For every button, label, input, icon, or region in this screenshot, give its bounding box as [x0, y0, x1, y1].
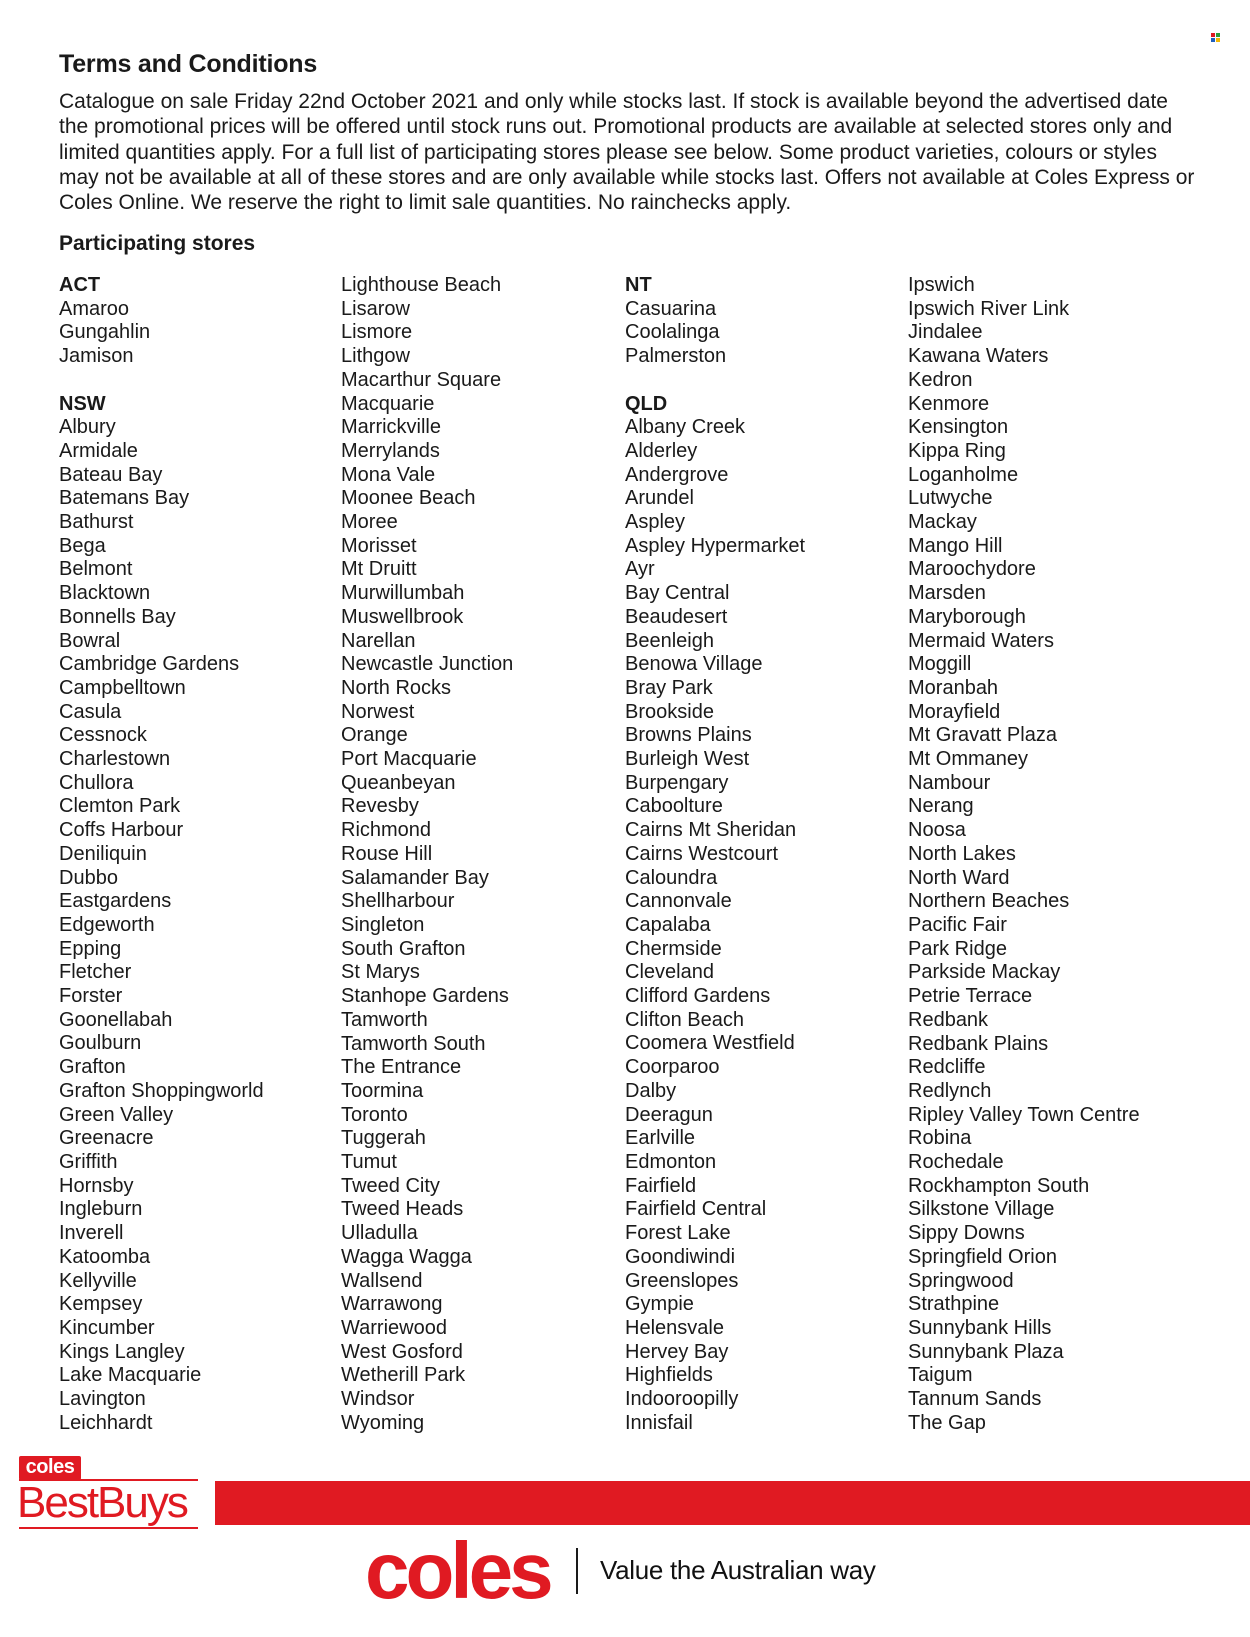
store-item: Cairns Mt Sheridan [625, 819, 797, 842]
store-item: West Gosford [341, 1340, 463, 1363]
store-item: Sippy Downs [908, 1222, 1025, 1245]
store-item: Batemans Bay [59, 487, 190, 510]
store-item: Rockhampton South [908, 1174, 1090, 1197]
store-item: Mackay [908, 511, 977, 534]
store-item: Chermside [625, 937, 722, 960]
store-item: Rochedale [908, 1151, 1004, 1174]
store-item: Alderley [625, 439, 698, 462]
store-item: North Lakes [908, 842, 1016, 865]
store-item: Ipswich River Link [908, 297, 1070, 320]
store-item: Clifton Beach [625, 1008, 744, 1031]
store-item: Tuggerah [341, 1127, 426, 1150]
store-item: Redcliffe [908, 1056, 986, 1079]
store-item: Robina [908, 1127, 972, 1150]
store-item: Kedron [908, 368, 973, 391]
store-item: Sunnybank Plaza [908, 1340, 1064, 1363]
store-item: Goondiwindi [625, 1245, 736, 1268]
store-item: Kawana Waters [908, 345, 1049, 368]
store-item: Tamworth [341, 1008, 428, 1031]
store-item: Inverell [59, 1222, 124, 1245]
store-item: Amaroo [59, 297, 130, 320]
store-item: Aspley Hypermarket [625, 534, 806, 557]
store-item: Grafton [59, 1056, 126, 1079]
store-item: Hornsby [59, 1174, 134, 1197]
store-item: Redbank [908, 1008, 989, 1031]
store-item: Goulburn [59, 1032, 142, 1055]
store-item: Marsden [908, 582, 986, 605]
store-item: Strathpine [908, 1293, 1000, 1316]
store-item: The Gap [908, 1411, 986, 1434]
store-item: Kippa Ring [908, 439, 1006, 462]
store-item: Mt Gravatt Plaza [908, 724, 1057, 747]
store-item: Silkstone Village [908, 1198, 1055, 1221]
store-item: Moree [341, 511, 398, 534]
store-item: Lithgow [341, 345, 410, 368]
store-column-3 [625, 274, 900, 1435]
store-item: Browns Plains [625, 724, 752, 747]
store-column-4 [908, 274, 1183, 1435]
store-item: Kellyville [59, 1269, 137, 1292]
store-item: Palmerston [625, 345, 727, 368]
store-item: Andergrove [625, 463, 729, 486]
store-item: Maryborough [908, 605, 1026, 628]
store-item: Ipswich [908, 274, 975, 296]
store-item: Cambridge Gardens [59, 653, 240, 676]
store-item: Aspley [625, 511, 686, 534]
store-item: Murwillumbah [341, 582, 465, 605]
store-item: Earlville [625, 1127, 696, 1150]
store-item: Merrylands [341, 439, 440, 462]
store-item: Fletcher [59, 961, 132, 984]
store-item: Wyoming [341, 1411, 425, 1434]
store-item: Moggill [908, 653, 972, 676]
store-item: Windsor [341, 1388, 415, 1411]
store-item: Benowa Village [625, 653, 763, 676]
store-item: Caboolture [625, 795, 723, 818]
store-item: Lake Macquarie [59, 1364, 202, 1387]
store-item: Maroochydore [908, 558, 1036, 581]
store-item: Morayfield [908, 700, 1001, 723]
store-item: Shellharbour [341, 890, 455, 913]
store-item: The Entrance [341, 1056, 462, 1079]
store-item: Belmont [59, 558, 133, 581]
store-item: Wagga Wagga [341, 1245, 472, 1268]
store-item: Cessnock [59, 724, 147, 747]
store-item: Noosa [908, 819, 966, 842]
store-item: Highfields [625, 1364, 713, 1387]
store-item: Gympie [625, 1293, 694, 1316]
store-item: Cleveland [625, 961, 714, 984]
store-item: Jindalee [908, 321, 983, 344]
store-item: Kings Langley [59, 1340, 185, 1363]
store-item: Forster [59, 985, 123, 1008]
store-item: Helensvale [625, 1316, 724, 1339]
store-item: Kenmore [908, 392, 990, 415]
store-item: North Rocks [341, 676, 452, 699]
store-item: Kensington [908, 416, 1009, 439]
store-item: North Ward [908, 866, 1010, 889]
store-item: Park Ridge [908, 937, 1007, 960]
region-heading: ACT [59, 274, 101, 296]
store-item: Gungahlin [59, 321, 151, 344]
store-item: Petrie Terrace [908, 985, 1033, 1008]
store-item: Kincumber [59, 1316, 155, 1339]
store-item: Wetherill Park [341, 1364, 466, 1387]
store-item: Ripley Valley Town Centre [908, 1103, 1140, 1126]
store-item: Dalby [625, 1079, 677, 1102]
store-item: Clemton Park [59, 795, 181, 818]
store-item: Burleigh West [625, 748, 750, 771]
store-column-1 [59, 274, 334, 1435]
store-item: Chullora [59, 771, 134, 794]
store-item: Albury [59, 416, 116, 439]
store-item: Coorparoo [625, 1056, 720, 1079]
store-item: Lismore [341, 321, 413, 344]
store-item: Bathurst [59, 511, 134, 534]
store-item: Coomera Westfield [625, 1032, 795, 1055]
store-item: Toormina [341, 1079, 424, 1102]
store-item: Marrickville [341, 416, 441, 439]
store-item: Burpengary [625, 771, 729, 794]
store-item: Newcastle Junction [341, 653, 514, 676]
store-item: Greenslopes [625, 1269, 739, 1292]
bestbuys-rule-bottom [19, 1527, 198, 1529]
store-item: Ayr [625, 558, 655, 581]
store-item: Norwest [341, 700, 415, 723]
store-item: Muswellbrook [341, 605, 464, 628]
store-item: Springfield Orion [908, 1245, 1057, 1268]
store-item: Orange [341, 724, 408, 747]
store-item: Morisset [341, 534, 417, 557]
store-item: Coffs Harbour [59, 819, 184, 842]
store-item: Mona Vale [341, 463, 436, 486]
store-item: Bray Park [625, 676, 713, 699]
store-item: Campbelltown [59, 676, 186, 699]
store-item: Wallsend [341, 1269, 423, 1292]
store-item: Kempsey [59, 1293, 143, 1316]
store-item: Ingleburn [59, 1198, 143, 1221]
store-item: Stanhope Gardens [341, 985, 509, 1008]
list-spacer [59, 369, 334, 393]
store-item: Casula [59, 700, 122, 723]
store-item: Capalaba [625, 913, 711, 936]
store-item: Bonnells Bay [59, 605, 176, 628]
store-item: Tamworth South [341, 1032, 486, 1055]
store-item: Leichhardt [59, 1411, 153, 1434]
store-item: Green Valley [59, 1103, 174, 1126]
store-item: Moranbah [908, 676, 999, 699]
store-item: Forest Lake [625, 1222, 731, 1245]
store-item: Redlynch [908, 1079, 992, 1102]
store-item: Bateau Bay [59, 463, 163, 486]
store-item: Indooroopilly [625, 1388, 739, 1411]
terms-paragraph: Catalogue on sale Friday 22nd October 2021 and only while stocks last. If stock is available beyond the advertised date the promotional prices will be offered until stock runs out. Promotional products are available at selected stores only and limited quantities apply. For a full list of participating stores please see below. Some product varieties, colours or styles may not be available at all of these stores and are only available while stocks last. Offers not available at Coles Express or Coles Online. We reserve the right to limit sale quantities. No rainchecks apply. [59, 90, 1195, 215]
store-item: Deniliquin [59, 842, 147, 865]
store-item: Singleton [341, 913, 425, 936]
store-item: Parkside Mackay [908, 961, 1061, 984]
store-item: Tannum Sands [908, 1388, 1042, 1411]
store-item: Rouse Hill [341, 842, 433, 865]
store-item: Albany Creek [625, 416, 746, 439]
store-item: Edmonton [625, 1151, 717, 1173]
store-item: Beenleigh [625, 629, 714, 652]
store-item: Salamander Bay [341, 866, 489, 889]
store-item: Grafton Shoppingworld [59, 1079, 264, 1102]
red-banner [215, 1481, 1250, 1525]
store-item: Springwood [908, 1269, 1014, 1292]
store-item: Loganholme [908, 463, 1019, 486]
region-heading: QLD [625, 392, 668, 415]
store-item: Lavington [59, 1388, 146, 1411]
store-item: Nambour [908, 771, 991, 794]
store-item: Mt Druitt [341, 558, 417, 581]
store-item: Casuarina [625, 297, 717, 320]
store-item: Lutwyche [908, 487, 993, 510]
store-item: Ulladulla [341, 1222, 418, 1245]
store-item: Revesby [341, 795, 419, 818]
store-item: Lighthouse Beach [341, 274, 502, 296]
store-item: Moonee Beach [341, 487, 476, 510]
store-item: Cannonvale [625, 890, 732, 913]
corner-mark-icon [1211, 33, 1220, 42]
store-item: St Marys [341, 961, 420, 984]
store-item: Port Macquarie [341, 748, 477, 771]
store-item: Mango Hill [908, 534, 1003, 557]
tagline: Value the Australian way [600, 1555, 876, 1585]
store-item: Lisarow [341, 297, 410, 320]
store-item: Northern Beaches [908, 890, 1070, 913]
store-item: Tweed City [341, 1174, 440, 1197]
store-item: Cairns Westcourt [625, 842, 779, 865]
page-title: Terms and Conditions [59, 50, 318, 78]
coles-logo: coles [365, 1526, 550, 1615]
store-item: Innisfail [625, 1411, 693, 1434]
region-heading: NT [625, 274, 652, 296]
store-item: Brookside [625, 700, 714, 723]
store-item: Arundel [625, 487, 694, 510]
store-item: Redbank Plains [908, 1032, 1049, 1055]
store-item: Narellan [341, 629, 416, 652]
bestbuys-logo: BestBuys [17, 1478, 187, 1527]
store-item: Sunnybank Hills [908, 1316, 1052, 1339]
store-item: Armidale [59, 439, 138, 462]
coles-small-logo: coles [19, 1456, 81, 1480]
store-item: Toronto [341, 1103, 408, 1126]
store-item: Eastgardens [59, 890, 172, 913]
list-spacer [625, 369, 900, 393]
store-item: Dubbo [59, 866, 118, 889]
store-item: Richmond [341, 819, 432, 842]
store-item: Macquarie [341, 392, 435, 415]
store-item: Bowral [59, 629, 121, 652]
store-item: Jamison [59, 345, 134, 368]
logo-divider [576, 1548, 578, 1594]
store-item: Mt Ommaney [908, 748, 1029, 771]
store-column-2 [341, 274, 616, 1435]
store-item: Coolalinga [625, 321, 720, 344]
store-item: Deeragun [625, 1103, 713, 1126]
store-item: Fairfield [625, 1174, 697, 1197]
store-item: Blacktown [59, 582, 151, 605]
store-item: Warriewood [341, 1316, 447, 1339]
store-item: Griffith [59, 1151, 118, 1173]
store-item: Warrawong [341, 1293, 443, 1316]
store-item: Katoomba [59, 1245, 151, 1268]
participating-stores-heading: Participating stores [59, 232, 256, 255]
store-item: Mermaid Waters [908, 629, 1054, 652]
store-item: South Grafton [341, 937, 466, 960]
store-item: Taigum [908, 1364, 973, 1387]
store-item: Bega [59, 534, 106, 557]
store-item: Goonellabah [59, 1008, 173, 1031]
store-item: Hervey Bay [625, 1340, 729, 1363]
store-item: Charlestown [59, 748, 171, 771]
store-item: Pacific Fair [908, 913, 1007, 936]
store-item: Bay Central [625, 582, 730, 605]
store-item: Edgeworth [59, 913, 155, 936]
store-item: Tweed Heads [341, 1198, 464, 1221]
store-item: Beaudesert [625, 605, 728, 628]
store-item: Greenacre [59, 1127, 154, 1150]
store-item: Tumut [341, 1151, 397, 1174]
store-item: Queanbeyan [341, 771, 456, 794]
store-item: Clifford Gardens [625, 985, 771, 1008]
store-item: Epping [59, 937, 122, 960]
store-item: Macarthur Square [341, 368, 502, 391]
region-heading: NSW [59, 392, 106, 415]
store-item: Caloundra [625, 866, 718, 889]
store-item: Nerang [908, 795, 974, 818]
store-item: Fairfield Central [625, 1198, 767, 1221]
